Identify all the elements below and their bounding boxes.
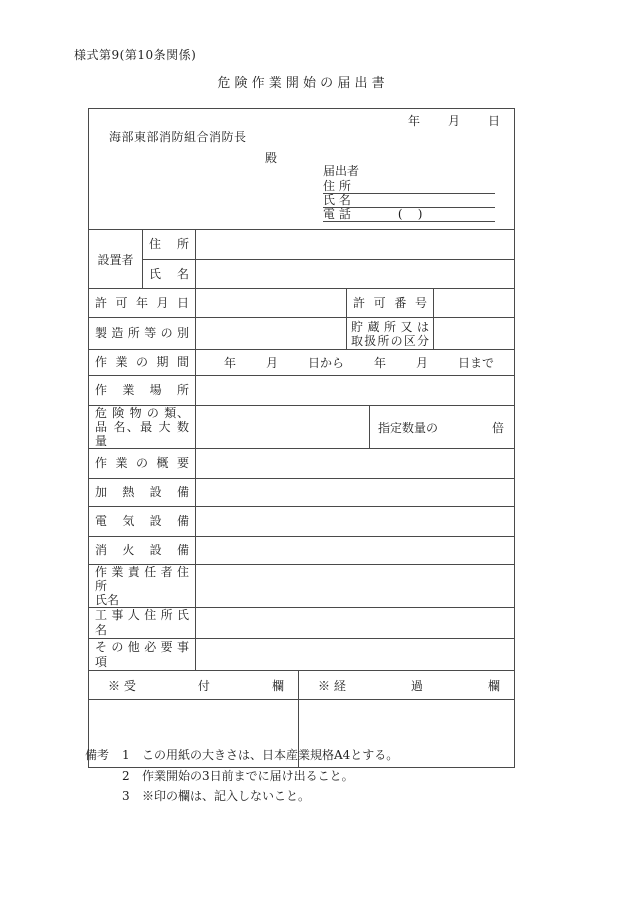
installer-address-value-cell xyxy=(196,230,515,260)
row-installer-address xyxy=(89,230,515,260)
row-work-location xyxy=(89,376,515,406)
installer-name-value-cell xyxy=(196,260,515,289)
row-contractor xyxy=(89,608,515,639)
row-work-summary xyxy=(89,449,515,479)
row-other-matters xyxy=(89,639,515,671)
reception-column-header-cell xyxy=(89,671,299,700)
electric-equipment-label: 電 気 設 備 xyxy=(95,514,189,528)
remark-text: ※印の欄は、記入しないこと。 xyxy=(142,789,311,803)
dangerous-goods-label-line2: 品 名、最 大 数 量 xyxy=(95,420,189,448)
fire-equipment-label-cell xyxy=(89,537,196,565)
period-from-year: 年 xyxy=(224,356,237,370)
progress-part-1: ※ 経 xyxy=(318,678,346,693)
supervisor-label-line2: 氏名 xyxy=(95,593,120,607)
heating-equipment-label: 加 熱 設 備 xyxy=(95,485,189,499)
work-location-label: 作 業 場 所 xyxy=(95,383,189,397)
form-number: 様式第9(第10条関係) xyxy=(74,48,197,62)
remarks-block xyxy=(85,745,398,807)
permit-number-value-cell xyxy=(434,289,515,318)
progress-column-header xyxy=(299,677,514,694)
notifier-name-label: 氏 名 xyxy=(323,193,351,207)
notifier-name-line xyxy=(323,194,495,208)
reception-part-2: 付 xyxy=(197,678,210,693)
supervisor-label-cell xyxy=(89,565,196,608)
electric-equipment-value-cell xyxy=(196,507,515,537)
remark-item xyxy=(85,745,398,766)
designated-quantity-cell xyxy=(370,406,515,449)
row-dangerous-goods xyxy=(89,406,515,449)
remarks-heading: 備考 xyxy=(85,748,110,762)
remark-text: この用紙の大きさは、日本産業規格A4とする。 xyxy=(142,748,399,762)
designated-quantity-prefix: 指定数量の xyxy=(378,420,439,435)
notifier-address-line xyxy=(323,180,495,194)
date-day-label: 日 xyxy=(488,114,501,128)
installer-label: 設置者 xyxy=(97,252,134,267)
remark-text: 作業開始の3日前までに届け出ること。 xyxy=(142,768,354,783)
row-work-period xyxy=(89,350,515,376)
permit-number-label: 許 可 番 号 xyxy=(353,295,427,310)
work-period-label: 作 業 の 期 間 xyxy=(95,355,189,369)
date-year-label: 年 xyxy=(407,114,420,128)
row-electric-equipment xyxy=(89,507,515,537)
installer-address-label-cell xyxy=(143,230,196,260)
work-period-value-line xyxy=(196,354,514,371)
fire-equipment-value-cell xyxy=(196,537,515,565)
reception-part-3: 欄 xyxy=(271,678,284,693)
facility-type-label-cell xyxy=(89,318,196,350)
electric-equipment-label-cell xyxy=(89,507,196,537)
dangerous-goods-value-cell xyxy=(196,406,370,449)
remarks-heading-spacer xyxy=(85,766,122,787)
notifier-block xyxy=(323,162,495,222)
designated-quantity-suffix: 倍 xyxy=(492,420,505,435)
notification-form-table xyxy=(88,108,515,768)
dangerous-goods-label-line1: 危 険 物 の 類、 xyxy=(95,406,189,420)
storage-class-label-cell xyxy=(347,318,434,350)
work-summary-value-cell xyxy=(196,449,515,479)
contractor-label: 工 事 人 住 所 氏 名 xyxy=(95,608,189,637)
other-matters-value-cell xyxy=(196,639,515,671)
row-permit xyxy=(89,289,515,318)
notifier-phone-line xyxy=(323,208,495,222)
installer-address-label: 住 所 xyxy=(149,237,189,251)
facility-type-value-cell xyxy=(196,318,347,350)
row-office-use-headers xyxy=(89,671,515,700)
installer-label-cell xyxy=(89,230,143,289)
reception-part-1: ※ 受 xyxy=(108,678,136,693)
work-summary-label-cell xyxy=(89,449,196,479)
addressee: 海部東部消防組合消防長 xyxy=(109,130,247,144)
page-title: 危 険 作 業 開 始 の 届 出 書 xyxy=(217,76,385,91)
heating-equipment-label-cell xyxy=(89,479,196,507)
facility-type-label: 製 造 所 等 の 別 xyxy=(95,326,189,340)
row-supervisor xyxy=(89,565,515,608)
remark-number: 3 xyxy=(122,789,130,803)
period-to-month: 月 xyxy=(416,356,429,370)
progress-part-3: 欄 xyxy=(488,678,501,693)
storage-class-label-line2: 取扱所の区分 xyxy=(351,333,429,348)
remark-number: 1 xyxy=(122,748,130,762)
row-heating-equipment xyxy=(89,479,515,507)
period-to-year: 年 xyxy=(374,356,387,370)
reception-column-header xyxy=(89,677,298,694)
fire-equipment-label: 消 火 設 備 xyxy=(95,543,189,557)
period-from-month: 月 xyxy=(266,356,279,370)
remark-number: 2 xyxy=(122,768,130,783)
progress-column-header-cell xyxy=(299,671,515,700)
notifier-address-label: 住 所 xyxy=(323,179,351,193)
row-header xyxy=(89,109,515,230)
permit-date-label: 許 可 年 月 日 xyxy=(95,295,189,310)
contractor-value-cell xyxy=(196,608,515,639)
dangerous-goods-label-cell xyxy=(89,406,196,449)
period-from-day: 日から xyxy=(308,356,345,370)
storage-class-value-cell xyxy=(434,318,515,350)
permit-number-label-cell xyxy=(347,289,434,318)
row-installer-name xyxy=(89,260,515,289)
notifier-label: 届出者 xyxy=(323,164,360,178)
other-matters-label: そ の 他 必 要 事 項 xyxy=(95,639,189,669)
designated-quantity-line xyxy=(370,419,514,436)
period-to-day: 日まで xyxy=(458,356,495,370)
progress-part-2: 過 xyxy=(410,678,423,693)
date-month-label: 月 xyxy=(447,114,460,128)
row-facility-type xyxy=(89,318,515,350)
contractor-label-cell xyxy=(89,608,196,639)
supervisor-value-cell xyxy=(196,565,515,608)
work-period-value-cell xyxy=(196,350,515,376)
permit-date-label-cell xyxy=(89,289,196,318)
honorific: 殿 xyxy=(265,151,278,165)
work-location-label-cell xyxy=(89,376,196,406)
phone-parentheses: ( ) xyxy=(397,207,423,221)
installer-name-label: 氏 名 xyxy=(149,266,189,281)
supervisor-label-line1: 作 業 責 任 者 住 所 xyxy=(95,565,189,593)
other-matters-label-cell xyxy=(89,639,196,671)
remark-item xyxy=(85,766,398,787)
date-line xyxy=(408,112,500,129)
installer-name-label-cell xyxy=(143,260,196,289)
remarks-heading-spacer xyxy=(85,786,122,807)
permit-date-value-cell xyxy=(196,289,347,318)
work-period-label-cell xyxy=(89,350,196,376)
work-summary-label: 作 業 の 概 要 xyxy=(95,456,189,470)
remark-item xyxy=(85,786,398,807)
storage-class-label-line1: 貯 蔵 所 又 は xyxy=(351,319,429,334)
notifier-phone-label: 電 話 xyxy=(323,207,351,221)
header-cell xyxy=(89,109,515,230)
work-location-value-cell xyxy=(196,376,515,406)
row-fire-equipment xyxy=(89,537,515,565)
heating-equipment-value-cell xyxy=(196,479,515,507)
